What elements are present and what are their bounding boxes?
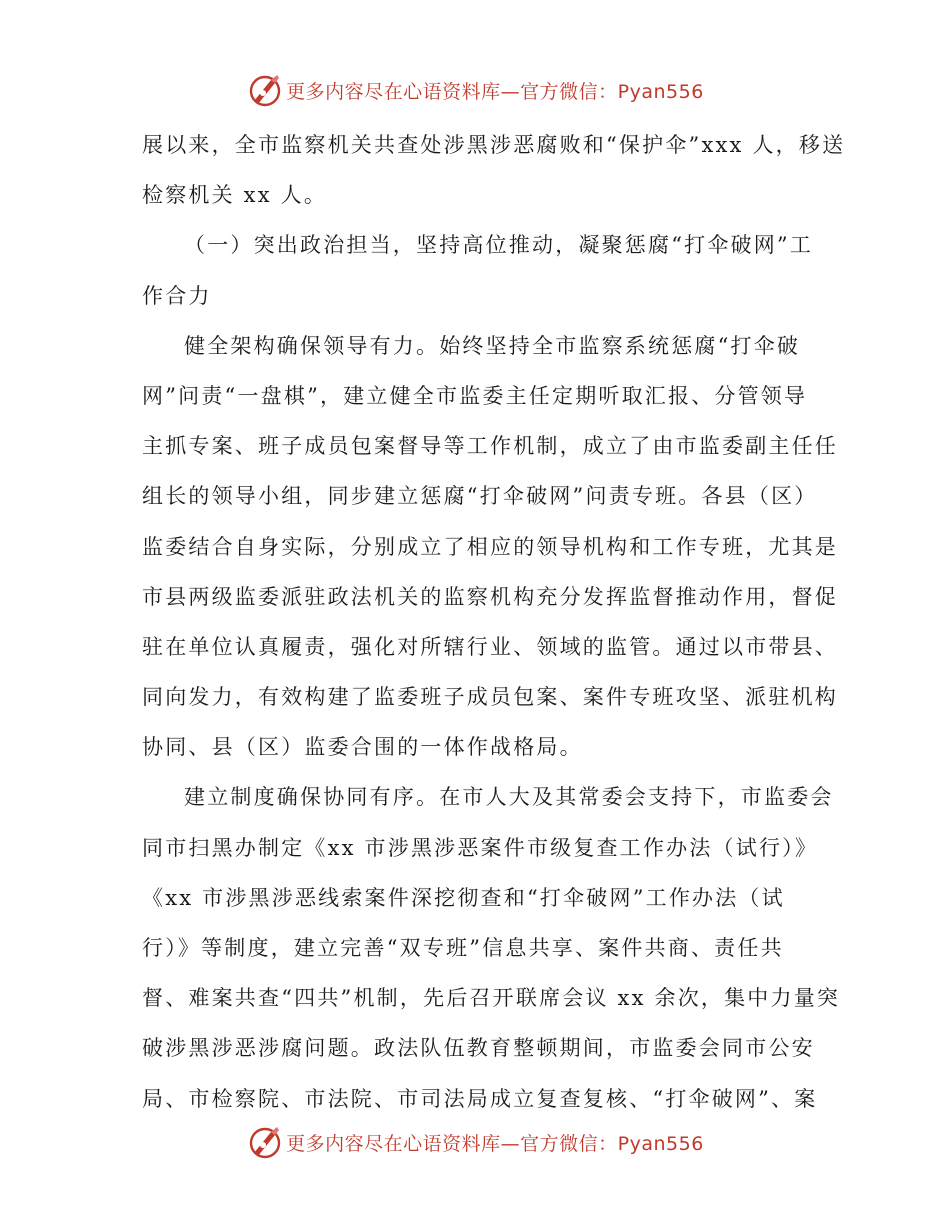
header-banner bbox=[0, 70, 950, 110]
body-line: 行）》等制度，建立完善“双专班”信息共享、案件共商、责任共 bbox=[142, 936, 784, 960]
pen-circle-logo-icon bbox=[246, 71, 284, 109]
paragraph-start: 建立制度确保协同有序。在市人大及其常委会支持下，市监委会 bbox=[184, 785, 834, 810]
pen-circle-logo-icon bbox=[246, 1123, 284, 1161]
body-line: 破涉黑涉恶涉腐问题。政法队伍教育整顿期间，市监委会同市公安 bbox=[142, 1036, 815, 1061]
body-line: 市县两级监委派驻政法机关的监察机构充分发挥监督推动作用，督促 bbox=[142, 584, 838, 609]
document-body bbox=[142, 120, 846, 1124]
section-heading: （一）突出政治担当，坚持高位推动，凝聚惩腐“打伞破网”工 bbox=[184, 233, 814, 258]
body-line: 主抓专案、班子成员包案督导等工作机制，成立了由市监委副主任任 bbox=[142, 434, 838, 459]
body-line: 协同、县（区）监委合围的一体作战格局。 bbox=[142, 735, 583, 760]
body-line: 《xx 市涉黑涉恶线索案件深挖彻查和“打伞破网”工作办法（试 bbox=[142, 885, 785, 910]
body-line: 监委结合自身实际，分别成立了相应的领导机构和工作专班，尤其是 bbox=[142, 534, 838, 559]
body-line: 局、市检察院、市法院、市司法局成立复查复核、“打伞破网”、案 bbox=[142, 1086, 818, 1111]
body-line: 同市扫黑办制定《xx 市涉黑涉恶案件市级复查工作办法（试行）》 bbox=[142, 835, 819, 860]
footer-banner-text: 更多内容尽在心语资料库—官方微信：Pyan556 bbox=[286, 1132, 704, 1155]
section-heading-continued: 作合力 bbox=[142, 283, 212, 308]
body-line: 网”问责“一盘棋”，建立健全市监委主任定期听取汇报、分管领导 bbox=[142, 383, 808, 408]
header-banner-text: 更多内容尽在心语资料库—官方微信：Pyan556 bbox=[286, 80, 704, 103]
paragraph-start: 健全架构确保领导有力。始终坚持全市监察系统惩腐“打伞破 bbox=[184, 333, 801, 358]
body-line: 督、难案共查“四共”机制，先后召开联席会议 xx 余次，集中力量突 bbox=[142, 986, 841, 1011]
body-line: 展以来，全市监察机关共查处涉黑涉恶腐败和“保护伞”xxx 人，移送 bbox=[142, 133, 846, 157]
footer-banner bbox=[0, 1122, 950, 1162]
body-line: 同向发力，有效构建了监委班子成员包案、案件专班攻坚、派驻机构 bbox=[142, 685, 838, 710]
body-line: 驻在单位认真履责，强化对所辖行业、领域的监管。通过以市带县、 bbox=[142, 634, 838, 659]
body-line: 组长的领导小组，同步建立惩腐“打伞破网”问责专班。各县（区） bbox=[142, 484, 818, 509]
body-line: 检察机关 xx 人。 bbox=[142, 183, 328, 208]
